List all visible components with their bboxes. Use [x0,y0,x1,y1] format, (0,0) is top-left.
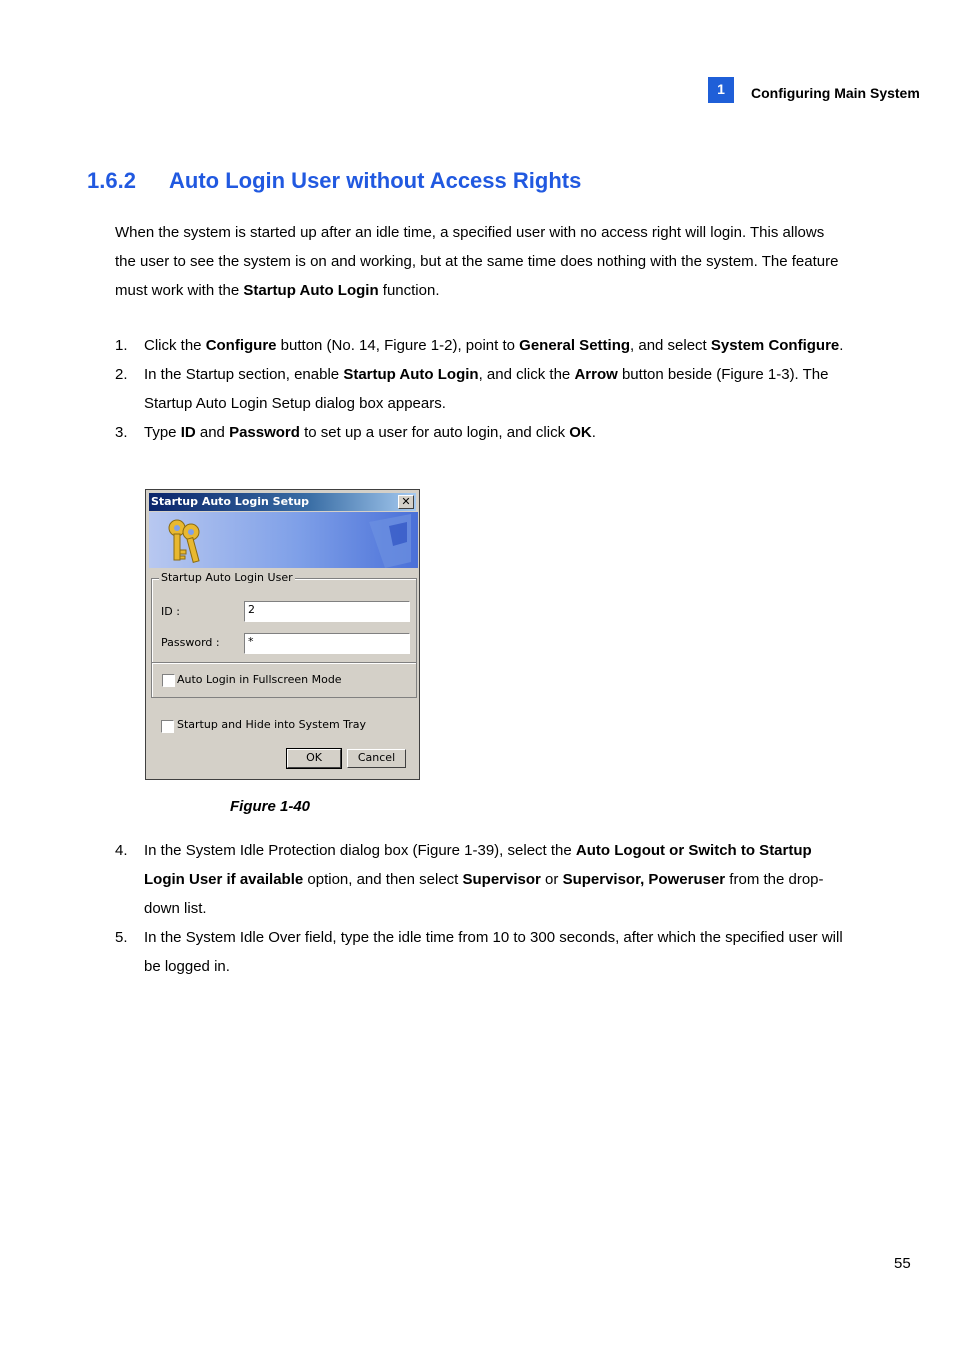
group-divider [152,662,416,664]
step-number: 4. [115,842,128,859]
step-bold: Startup Auto Login [343,366,479,383]
section-number: 1.6.2 [87,168,136,193]
intro-text-end: function. [378,282,440,299]
list-item [115,923,855,981]
list-item [115,418,855,447]
step-text: Click the [144,337,206,354]
step-text: , and click the [478,366,575,383]
step-text: , and select [630,337,711,354]
step-bold: System Configure [710,337,840,354]
list-item [115,836,855,923]
cancel-button[interactable]: Cancel [347,749,406,768]
id-label: ID : [161,605,180,618]
step-text: In the System Idle Protection dialog box (Figure 1-39), select the [144,842,576,859]
fullscreen-checkbox[interactable] [162,674,175,687]
step-text: button beside (Figure 1-3). The Startup Auto Login Setup dialog box appears. [144,366,829,412]
step-bold: Supervisor [462,871,541,888]
system-tray-checkbox[interactable] [161,720,174,733]
step-bold: Supervisor, Poweruser [562,871,726,888]
step-text: or [540,871,563,888]
step-text: option, and then select [303,871,463,888]
step-bold: Arrow [574,366,618,383]
step-text: to set up a user for auto login, and click [299,424,570,441]
intro-bold: Startup Auto Login [243,282,379,299]
keys-icon [149,512,418,568]
step-bold: General Setting [519,337,631,354]
steps-list-1 [115,331,855,447]
step-number: 5. [115,929,128,946]
close-icon[interactable]: ✕ [398,495,414,509]
step-text: Type [144,424,181,441]
dialog-banner [149,512,418,568]
dialog-titlebar [149,493,416,511]
step-number: 3. [115,424,128,441]
step-text: In the Startup section, enable [144,366,344,383]
step-text: button (No. 14, Figure 1-2), point to [276,337,520,354]
startup-auto-login-dialog [145,489,420,780]
password-label: Password : [161,636,220,649]
group-label: Startup Auto Login User [161,571,293,584]
intro-text: When the system is started up after an idle time, a specified user with no access right will login. This allows the user to see the system is on and working, but at the same time does nothing with the system. The feature must work with the [115,224,839,299]
figure-caption: Figure 1-40 [230,798,311,815]
step-bold: Password [229,424,300,441]
system-tray-label: Startup and Hide into System Tray [177,718,367,731]
step-number: 1. [115,337,128,354]
dialog-title: Startup Auto Login Setup [151,495,310,508]
intro-paragraph [115,218,840,305]
chapter-title: Configuring Main System [751,85,920,101]
section-heading [87,168,581,194]
list-item [115,360,855,418]
step-text: . [839,337,844,354]
section-title: Auto Login User without Access Rights [169,168,582,193]
chapter-badge: 1 [708,77,734,103]
id-field[interactable]: 2 [244,601,410,622]
step-bold: ID [180,424,196,441]
step-bold: Auto Logout or Switch to Startup Login User if available [144,842,812,888]
steps-list-2 [115,836,855,981]
fullscreen-label: Auto Login in Fullscreen Mode [177,673,342,686]
page-number: 55 [894,1255,911,1272]
step-bold: OK [569,424,592,441]
step-text: In the System Idle Over field, type the idle time from 10 to 300 seconds, after which the specified user will be logged in. [144,929,843,975]
step-text: from the drop-down list. [144,871,824,917]
step-text: and [195,424,230,441]
step-number: 2. [115,366,128,383]
startup-auto-login-user-group [151,571,417,698]
ok-button[interactable]: OK [287,749,341,768]
list-item [115,331,855,360]
step-text: . [591,424,596,441]
password-field[interactable]: * [244,633,410,654]
step-bold: Configure [205,337,277,354]
